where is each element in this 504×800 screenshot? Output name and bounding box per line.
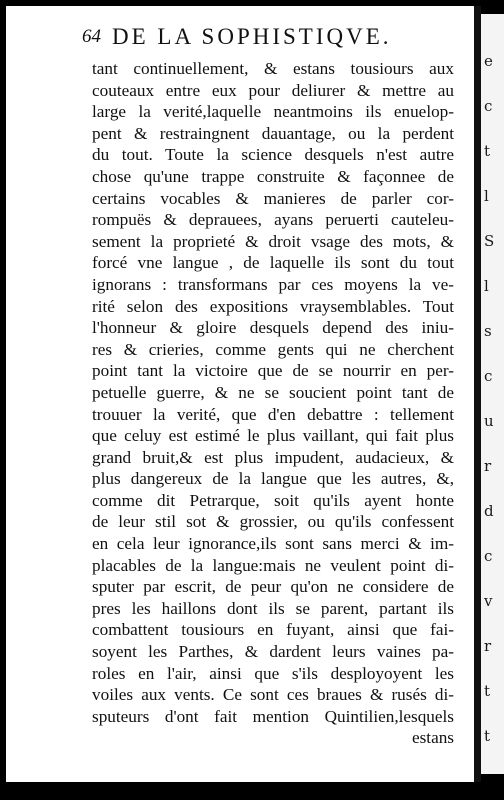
facing-page-letter: u	[484, 412, 494, 430]
book-gutter	[474, 6, 481, 782]
facing-page-letter: d	[484, 502, 494, 520]
text-line: sement la proprieté & droit vsage des mots, &	[92, 231, 454, 251]
text-line: ignorans : transformans par ces moyens la ve-	[92, 274, 454, 294]
text-line: petuelle guerre, & ne se soucient point tant de	[92, 382, 454, 402]
text-line: grand bruit,& est plus impudent, audacieux, &	[92, 447, 454, 467]
text-line: chose qu'une trappe construite & façonnee de	[92, 166, 454, 186]
text-line: trouuer la verité, que d'en debattre : tellement	[92, 404, 454, 424]
text-line: pent & restraingnent dauantage, ou la perdent	[92, 123, 454, 143]
text-line: estans	[411, 728, 454, 748]
facing-page-letter: t	[484, 727, 491, 745]
text-line: certains vocables & manieres de parler cor-	[92, 188, 454, 208]
text-line: de leur stil sot & grossier, ou qu'ils confessent	[92, 512, 454, 532]
text-line: rité selon des expositions vraysemblables. Tout	[92, 296, 454, 316]
text-line: placables de la langue:mais ne veulent point di-	[92, 555, 454, 575]
facing-page-letter: c	[484, 547, 493, 565]
facing-page-letter: s	[484, 322, 492, 340]
facing-page-letter: c	[484, 367, 493, 385]
text-line: sputer par escrit, de peur qu'on ne considere de	[92, 577, 454, 597]
text-line: comme dit Petrarque, soit qu'ils ayent honte	[92, 490, 454, 510]
facing-page-letter: r	[484, 637, 492, 655]
facing-page-letter: t	[484, 142, 491, 160]
running-title: DE LA SOPHISTIQVE.	[112, 24, 392, 49]
text-line: soyent les Parthes, & dardent leurs vaines pa-	[92, 642, 454, 662]
page-sheet	[6, 6, 474, 782]
facing-page-letter: r	[484, 457, 492, 475]
text-line: roles en l'air, ainsi que s'ils desployoyent les	[92, 663, 454, 683]
facing-page-letter: S	[484, 232, 495, 250]
text-line: pres les haillons dont ils se parent, partant ils	[92, 598, 454, 618]
facing-page-letter: t	[484, 682, 491, 700]
text-line: forcé vne langue , de laquelle ils sont du tout	[92, 253, 454, 273]
facing-page-letter: l	[484, 277, 489, 295]
page-number: 64	[82, 26, 101, 47]
text-line: point tant la victoire que de se nourrir en per-	[92, 361, 454, 381]
facing-page-letter: e	[484, 52, 493, 70]
text-line: combattent tousiours en fuyant, ainsi que fai-	[92, 620, 454, 640]
facing-page-edge	[481, 14, 504, 774]
text-line: large la verité,laquelle neantmoins ils enuelop-	[92, 102, 454, 122]
page-header	[82, 24, 462, 54]
facing-page-letter: l	[484, 187, 489, 205]
facing-page-letter: c	[484, 97, 493, 115]
text-line: du tout. Toute la science desquels n'est autre	[92, 145, 454, 165]
text-line: sputeurs d'ont fait mention Quintilien,lesquels	[92, 706, 454, 726]
text-line: couteaux entre eux pour deliurer & mettre au	[92, 80, 454, 100]
text-line: l'honneur & gloire desquels depend des iniu-	[92, 318, 454, 338]
text-line: en cela leur ignorance,ils sont sans merci & im-	[92, 534, 454, 554]
text-line: que celuy est estimé le plus vaillant, qui fait plus	[92, 426, 454, 446]
text-line: plus dangereux de la langue que les autres, &,	[92, 469, 454, 489]
text-line: rompuës & deprauees, ayans peruerti cauteleu-	[92, 210, 454, 230]
facing-page-letter: v	[484, 592, 493, 610]
body-text	[92, 58, 454, 749]
text-line: tant continuellement, & estans tousiours aux	[92, 59, 454, 78]
text-line: voiles aux vents. Ce sont ces braues & rusés di-	[92, 685, 454, 705]
text-line: res & crieries, comme gents qui ne cherchent	[92, 339, 454, 359]
